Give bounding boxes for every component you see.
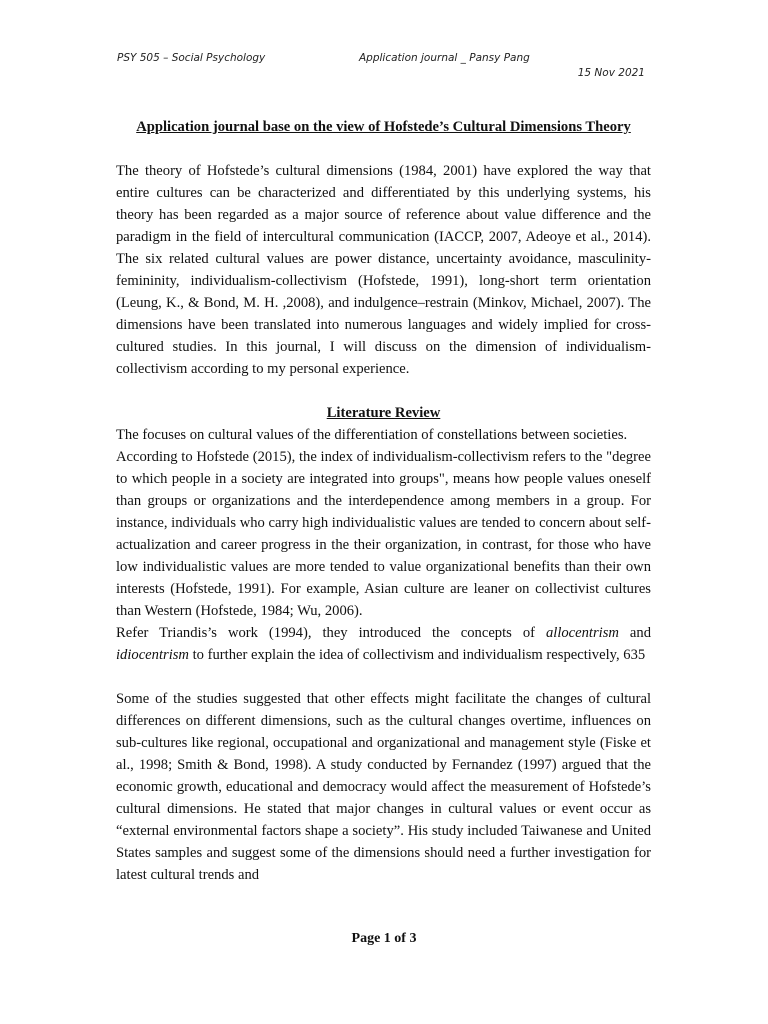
intro-paragraph: The theory of Hofstede’s cultural dimensions (1984, 2001) have explored the way that entire cultures can be characterized and differentiated by this underlying systems, his theory has been regarded as a major source of reference about value difference and the paradigm in the field of intercultural communication (IACCP, 2007, Adeoye et al., 2014). The six related cultural values are power distance, uncertainty avoidance, masculinity-femininity, individualism-collectivism (Hofstede, 1991), long-short term orientation (Leung, K., & Bond, M. H. ,2008), and indulgence–restrain (Minkov, Michael, 2007). The dimensions have been translated into numerous languages and widely implied for cross-cultured studies. In this journal, I will discuss on the dimension of individualism-collectivism according to my personal experience. [116,163,651,377]
header-date: 15 Nov 2021 [577,67,645,79]
cultural-changes-paragraph: Some of the studies suggested that other effects might facilitate the changes of cultural differences on different dimensions, such as the cultural changes overtime, influences on sub-cultures like regional, occupational and organizational and management style (Fiske et al., 1998; Smith & Bond, 1998). A study conducted by Fernandez (1997) argued that the economic growth, educational and democracy would affect the measurement of Hofstede’s cultural dimensions. He stated that major changes in cultural values or event occur as “external environmental factors shape a society”. His study included Taiwanese and United States samples and suggest some of the dimensions should need a further investigation for latest cultural trends and [116,691,651,883]
document-title: Application journal base on the view of Hofstede’s Cultural Dimensions Theory [136,119,631,135]
header-course: PSY 505 – Social Psychology [117,52,266,64]
lit-p3-text-b: and [618,625,651,641]
lit-p3-text-c: to further explain the idea of collectivism and individualism respectively, 635 [188,647,646,663]
page-header [117,52,651,92]
lit-review-paragraph-3 [116,622,651,666]
lit-review-paragraph-1: The focuses on cultural values of the differentiation of constellations between societies. [116,427,628,443]
header-journal-title: Application journal _ Pansy Pang [359,52,530,64]
paragraph-gap [116,666,651,688]
literature-review-heading: Literature Review [326,405,441,421]
term-allocentrism: allocentrism [545,625,619,641]
term-idiocentrism: idiocentrism [116,647,189,663]
lit-review-paragraph-2: According to Hofstede (2015), the index of individualism-collectivism refers to the "degree to which people in a society are integrated into groups", means how people values oneself than groups or organizations and the interdependence among members in a group. For instance, individuals who carry high individualistic values are tended to concern about self-actualization and career progress in the their organization, in contrast, for those who have low individualistic values are more tended to value organizational benefits than their own interests (Hofstede, 1991). For example, Asian culture are leaner on collectivist cultures than Western (Hofstede, 1984; Wu, 2006). [116,449,651,619]
page-number: Page 1 of 3 [351,931,417,946]
lit-p3-text-a: Refer Triandis’s work (1994), they introduced the concepts of [116,625,546,641]
document-body [116,116,651,886]
